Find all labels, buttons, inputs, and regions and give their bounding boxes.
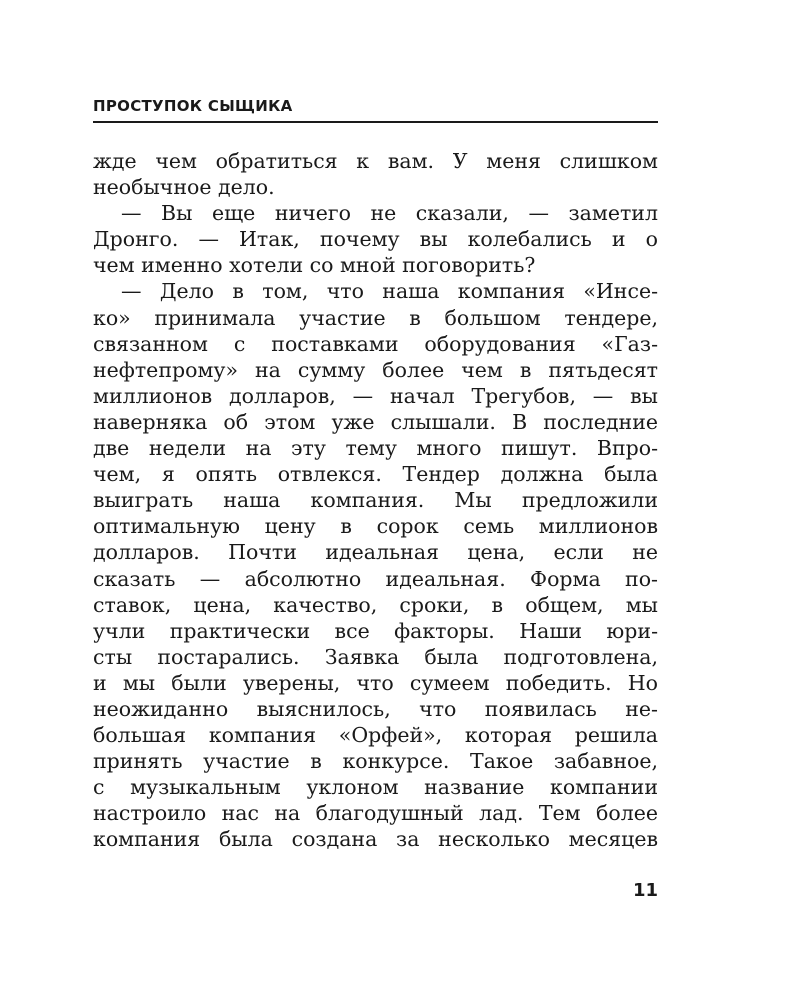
text-line: нефтепрому» на сумму более чем в пятьдесят [93,357,658,382]
text-line: принять участие в конкурсе. Такое забавное, [93,749,658,774]
text-line: компания была создана за несколько месяцев [93,827,658,852]
text-line: настроило нас на благодушный лад. Тем более [93,801,658,826]
text-line: сты постарались. Заявка была подготовлена, [93,644,658,669]
text-line: наверняка об этом уже слышали. В последние [93,409,658,434]
text-line: неожиданно выяснилось, что появилась не- [93,696,658,721]
text-line: две недели на эту тему много пишут. Впро- [93,436,658,461]
text-line: оптимальную цену в сорок семь миллионов [93,514,658,539]
body-text [93,148,658,853]
text-line: долларов. Почти идеальная цена, если не [93,540,658,565]
text-line: чем именно хотели со мной поговорить? [93,253,536,278]
text-line: ставок, цена, качество, сроки, в общем, мы [93,592,658,617]
text-line: Дронго. — Итак, почему вы колебались и о [93,227,658,252]
header-rule [93,121,658,123]
text-line: выиграть наша компания. Мы предложили [93,488,658,513]
text-line: и мы были уверены, что сумеем победить. Но [93,670,658,695]
text-line: — Вы еще ничего не сказали, — заметил [121,201,658,226]
text-line: связанном с поставками оборудования «Газ- [93,331,658,356]
text-line: большая компания «Орфей», которая решила [93,723,658,748]
text-line: с музыкальным уклоном название компании [93,775,658,800]
text-line: необычное дело. [93,175,275,200]
text-line: жде чем обратиться к вам. У меня слишком [93,149,658,173]
text-line: чем, я опять отвлекся. Тендер должна была [93,462,658,487]
page-number: 11 [632,880,658,901]
text-line: — Дело в том, что наша компания «Инсе- [121,279,658,304]
text-line: сказать — абсолютно идеальная. Форма по- [93,566,658,591]
text-line: ко» принимала участие в большом тендере, [93,305,658,330]
text-line: учли практически все факторы. Наши юри- [93,618,658,643]
text-line: миллионов долларов, — начал Трегубов, — вы [93,383,658,408]
running-head-title: ПРОСТУПОК СЫЩИКА [93,97,293,115]
